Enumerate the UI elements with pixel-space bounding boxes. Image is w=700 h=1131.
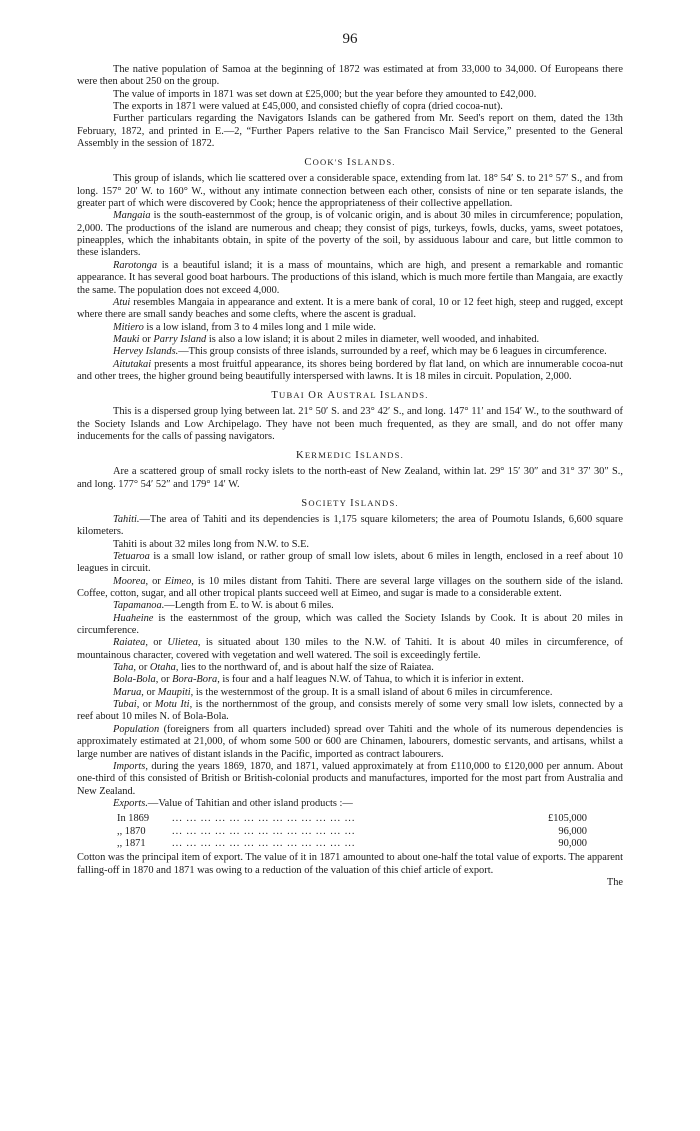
mauki-paragraph: [77, 334, 623, 346]
taha-text: , lies to the northward of, and is about half the size of Raiatea.: [175, 662, 434, 674]
exports-row: [117, 838, 587, 850]
leader-dots: ... ... ... ... ... ... ... ... ... ... ... ... ...: [172, 825, 356, 837]
tapamanoa-paragraph: [77, 600, 623, 612]
moorea-name: Moorea: [113, 575, 146, 587]
raiatea-or: , or: [145, 637, 168, 649]
tetuaroa-name: Tetuaroa: [113, 551, 150, 562]
leader-dots: ... ... ... ... ... ... ... ... ... ... ... ... ...: [172, 837, 356, 849]
mangaia-paragraph: [77, 210, 623, 259]
mangaia-text: is the south-easternmost of the group, is of volcanic origin, and is about 30 miles in circumference; population, 2,000. The productions of the island are numerous and cheap; they consist of pigs, turkeys, fowls, ducks, yams, sweet potatoes, pineapples, which the inhabitants obtain, in spite of the poverty of the soil, by assiduous labour and care, but little common to these islanders.: [77, 210, 623, 259]
exports-amount: 90,000: [558, 837, 587, 849]
atui-text: resembles Mangaia in appearance and extent. It is a mere bank of coral, 10 or 12 feet high, steep and rugged, except where there are small sandy beaches and some clefts, where the ascent is gradual.: [77, 296, 623, 321]
population-paragraph: [77, 724, 623, 761]
population-label: Population: [113, 723, 160, 735]
imports-label: Imports: [113, 760, 146, 772]
exports-text: —Value of Tahitian and other island products :—: [147, 797, 353, 809]
huaheine-paragraph: [77, 613, 623, 638]
marua-or: , or: [141, 686, 158, 698]
exports-year: ,, 1871: [117, 837, 146, 849]
raiatea-name: Raiatea: [113, 637, 146, 649]
mitiero-text: is a low island, from 3 to 4 miles long and 1 mile wide.: [143, 321, 376, 333]
mitiero-name: Mitiero: [113, 321, 144, 333]
aitutakai-paragraph: [77, 359, 623, 384]
tubai-name: Tubai: [113, 699, 137, 711]
exports-paragraph: [77, 798, 623, 810]
page-number: 96: [342, 31, 358, 47]
raiatea-paragraph: [77, 637, 623, 662]
imports-paragraph: [77, 761, 623, 798]
rarotonga-text: is a beautiful island; it is a mass of mountains, which are high, and present a remarkable and romantic appearance. It has several good boat harbours. The productions of this island, which is much more fertile than Mangaia, are exactly the same. The population does not exceed 4,000.: [77, 259, 623, 296]
moorea-or: , or: [145, 575, 165, 587]
tapamanoa-name: Tapamanoa.: [113, 600, 165, 612]
exports-row: [117, 813, 587, 825]
bolabola-paragraph: [77, 674, 623, 686]
hervey-name: Hervey Islands.: [113, 346, 179, 358]
parry-island-name: Parry Island: [153, 333, 207, 345]
aitutakai-text: presents a most fruitful appearance, its shores being bordered by flat land, on which are innumerable cocoa-nut and other trees, the higher ground being beautifully interspersed with lawns. It is 18 miles in circuit. Population, 2,000.: [77, 358, 623, 382]
taha-or: , or: [133, 662, 150, 674]
huaheine-name: Huaheine: [113, 612, 154, 624]
tahiti-text: —The area of Tahiti and its dependencies is 1,175 square kilometers; the area of Poumotu Islands, 6,600 square kilometers.: [77, 513, 623, 538]
taha-name: Taha: [113, 662, 134, 674]
bolabola-or: , or: [155, 674, 173, 686]
marua-text: , is the westernmost of the group. It is a small island of about 6 miles in circumference.: [190, 686, 553, 698]
samoa-particulars-paragraph: Further particulars regarding the Navigators Islands can be gathered from Mr. Seed's report on them, dated the 13th February, 1872, and printed in E.—2, “Further Papers relative to the San Francisco Mail Service,” presented to the General Assembly in the session of 1872.: [77, 113, 623, 150]
population-text: (foreigners from all quarters included) spread over Tahiti and the whole of its numerous dependencies is approximately estimated at 21,000, of whom some 500 or 600 are Chinamen, labourers, domestic servants, and artisans, whilst a large number are natives of distant islands in the Pacific, imported as contract labourers.: [77, 723, 623, 760]
tahiti-paragraph: [77, 514, 623, 539]
section-heading-tubai: TUBAI OR AUSTRAL ISLANDS.: [271, 390, 429, 402]
tubai-or: , or: [136, 699, 155, 711]
atui-name: Atui: [113, 296, 131, 308]
tetuaroa-paragraph: [77, 551, 623, 576]
huaheine-text: is the easternmost of the group, which was called the Society Islands by Cook. It is about 20 miles in circumference.: [77, 612, 623, 637]
marua-name: Marua: [113, 686, 142, 698]
otaha-name: Otaha: [149, 662, 176, 674]
ulietea-name: Ulietea: [167, 637, 198, 649]
rarotonga-name: Rarotonga: [113, 259, 158, 271]
marua-paragraph: [77, 687, 623, 699]
moorea-paragraph: [77, 576, 623, 601]
exports-amount: £105,000: [548, 813, 587, 825]
exports-amount: 96,000: [558, 825, 587, 837]
exports-label: Exports.: [113, 797, 148, 809]
aitutakai-name: Aitutakai: [113, 358, 152, 370]
samoa-population-paragraph: The native population of Samoa at the beginning of 1872 was estimated at from 33,000 to 34,000. Of Europeans there were then about 250 on the group.: [77, 64, 623, 88]
imports-text: , during the years 1869, 1870, and 1871, valued approximately at from £110,000 to £120,000 per annum. About one-third of this consisted of British or British-colonial products and manufactures, imported for the most part from Australia and New Zealand.: [77, 760, 623, 797]
mauki-name: Mauki: [113, 333, 140, 345]
exports-row: [117, 826, 587, 838]
kermedic-paragraph: Are a scattered group of small rocky islets to the north-east of New Zealand, within lat. 29° 15′ 30″ and 31° 37′ 30″ S., and long. 177° 54′ 52″ and 179° 14′ W.: [77, 466, 623, 490]
bolabola-text: , is four and a half leagues N.W. of Tahua, to which it is inferior in extent.: [217, 674, 524, 686]
section-heading-society-islands: SOCIETY ISLANDS.: [301, 497, 399, 509]
rarotonga-paragraph: [77, 260, 623, 297]
section-heading-kermedic: KERMEDIC ISLANDS.: [295, 450, 404, 462]
moorea-text: , is 10 miles distant from Tahiti. There are several large villages on the southern side of the island. Coffee, cotton, sugar, and all other tropical plants succeed well at Eimeo, and sugar is made to a considerable extent.: [77, 575, 623, 600]
exports-year: ,, 1870: [117, 825, 146, 837]
tahiti-distance-paragraph: Tahiti is about 32 miles long from N.W. to S.E.: [113, 538, 310, 550]
tubai-text: , is the northernmost of the group, and consists merely of some very small low islets, connected by a reef about 10 miles N. of Bola-Bola.: [77, 699, 624, 723]
motu-iti-name: Motu Iti: [154, 699, 190, 711]
catchword: The: [606, 876, 623, 888]
cooks-intro-paragraph: This group of islands, which lie scattered over a considerable space, extending from lat. 18° 54′ S. to 21° 57′ S., and from long. 157° 20′ W. to 160° W., without any intimate connection between each other, consists of nine or ten separate islands, the greater part of which were discovered by Cook; hence the appropriateness of their collective appellation.: [77, 173, 623, 210]
tetuaroa-text: is a small low island, or rather group of small low islets, about 6 miles in length, enclosed in a reef about 10 leagues in circuit.: [77, 551, 623, 575]
tahiti-name: Tahiti.: [113, 513, 140, 525]
tubai-paragraph: This is a dispersed group lying between lat. 21° 50′ S. and 23° 42′ S., and long. 147° 11′ and 154′ W., to the southward of the Society Islands and Low Archipelago. They have not been much frequented, as they are small, and do not offer many inducements for the calls of passing navigators.: [77, 406, 623, 442]
tubai-motu-iti-paragraph: [77, 699, 623, 724]
eimeo-name: Eimeo: [164, 575, 192, 587]
tapamanoa-text: —Length from E. to W. is about 6 miles.: [164, 600, 334, 612]
section-heading-cooks-islands: COOK'S ISLANDS.: [304, 157, 396, 169]
taha-paragraph: [77, 662, 623, 674]
samoa-exports-paragraph: The exports in 1871 were valued at £45,000, and consisted chiefly of copra (dried cocoa-nut).: [113, 101, 503, 113]
mangaia-name: Mangaia: [113, 210, 151, 222]
borabora-name: Bora-Bora: [172, 674, 218, 686]
hervey-text: —This group consists of three islands, surrounded by a reef, which may be 6 leagues in circumference.: [178, 346, 607, 358]
mauki-text: is also a low island; it is about 2 miles in diameter, well wooded, and inhabited.: [206, 333, 540, 345]
maupiti-name: Maupiti: [157, 686, 191, 698]
exports-table: [117, 813, 587, 850]
raiatea-text: , is situated about 130 miles to the N.W. of Tahiti. It is about 40 miles in circumference, of mountainous character, covered with vegetation and well watered. The soil is exceedingly fertile.: [77, 637, 623, 661]
samoa-imports-paragraph: The value of imports in 1871 was set down at £25,000; but the year before they amounted to £42,000.: [113, 88, 537, 100]
hervey-paragraph: [77, 346, 623, 358]
bolabola-name: Bola-Bola: [113, 674, 156, 686]
exports-year: In 1869: [117, 813, 150, 825]
atui-paragraph: [77, 297, 623, 322]
leader-dots: ... ... ... ... ... ... ... ... ... ... ... ... ...: [172, 813, 356, 825]
mitiero-paragraph: [77, 322, 623, 334]
mauki-or: or: [139, 333, 154, 345]
cotton-paragraph: Cotton was the principal item of export. The value of it in 1871 amounted to about one-half the total value of exports. The apparent falling-off in 1870 and 1871 was owing to a reduction of the valuation of this chief article of export.: [77, 852, 623, 876]
